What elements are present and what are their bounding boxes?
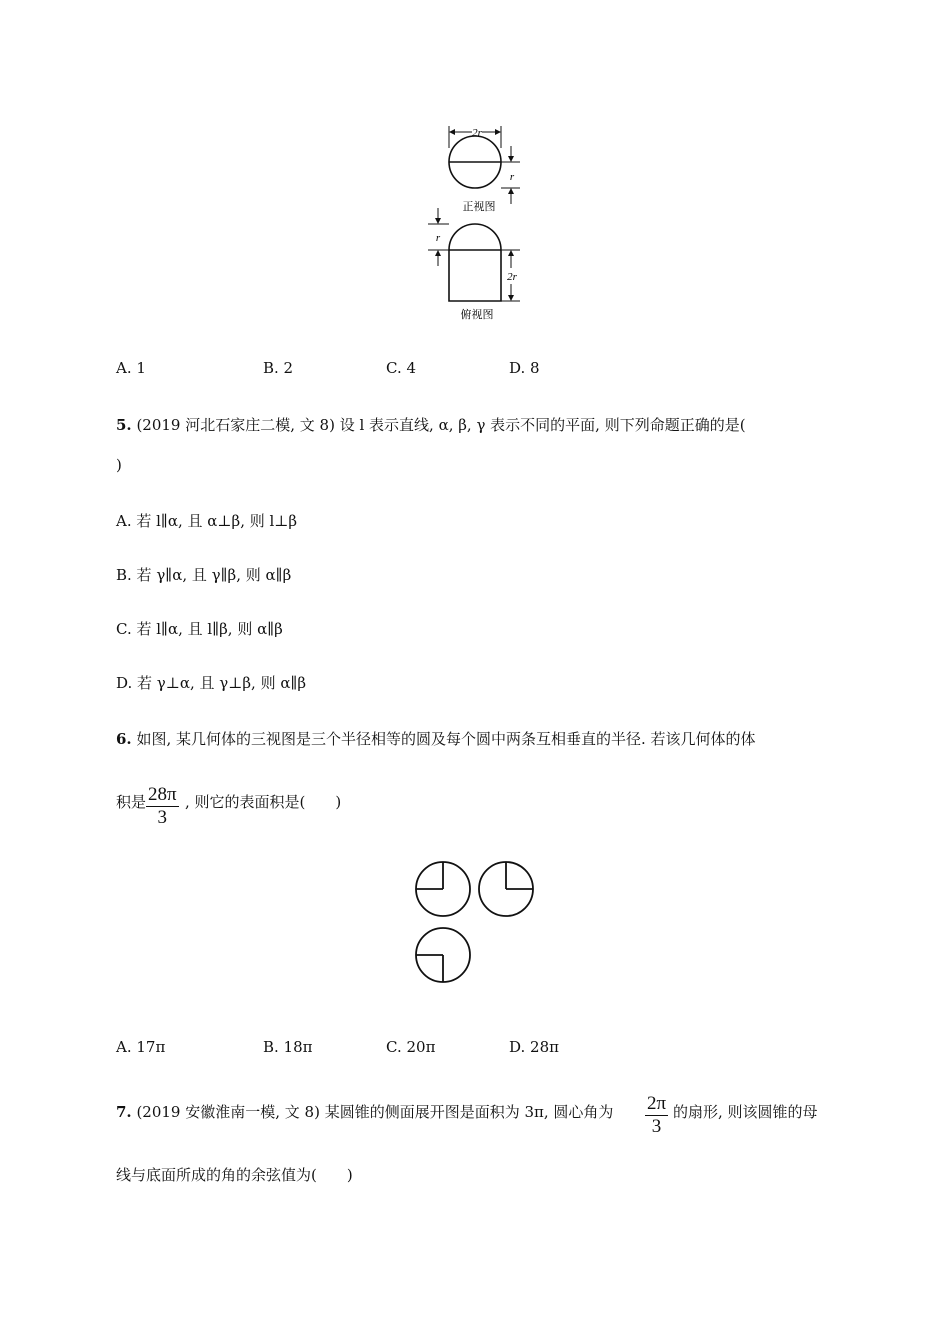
top-view xyxy=(428,208,520,301)
circle-view-1 xyxy=(416,862,470,916)
circle-view-3 xyxy=(416,928,470,982)
q6-option-b: B. 18π xyxy=(263,1038,313,1056)
q6-option-c: C. 20π xyxy=(386,1038,436,1056)
q5-option-c: C. 若 l∥α, 且 l∥β, 则 α∥β xyxy=(116,620,283,638)
q5-option-d: D. 若 γ⊥α, 且 γ⊥β, 则 α∥β xyxy=(116,674,307,692)
q7-stem-post: 的扇形, 则该圆锥的母 xyxy=(673,1103,818,1121)
q5-stem-text: (2019 河北石家庄二模, 文 8) 设 l 表示直线, α, β, γ 表示不同的平面, 则下列命题正确的是( xyxy=(131,416,746,434)
q7-stem-line2: 线与底面所成的角的余弦值为( ) xyxy=(116,1166,353,1184)
q7-stem-text-pre: (2019 安徽淮南一模, 文 8) 某圆锥的侧面展开图是面积为 3π, 圆心角为 xyxy=(131,1103,614,1121)
front-view-caption: 正视图 xyxy=(462,201,496,213)
q6-three-view-figure xyxy=(410,858,540,988)
q6-fraction xyxy=(146,784,179,829)
q7-fraction xyxy=(645,1093,668,1138)
q5-stem-line1 xyxy=(116,414,746,435)
q6-stem-post: , 则它的表面积是( ) xyxy=(185,793,342,811)
q6-stem-pre: 积是 xyxy=(116,793,147,811)
q4-three-view-figure xyxy=(420,118,530,328)
q4-option-d: D. 8 xyxy=(509,359,540,377)
q6-number: 6. xyxy=(116,730,132,748)
circle-view-2 xyxy=(479,862,533,916)
q5-number: 5. xyxy=(116,416,132,434)
q7-fraction-numerator: 2π xyxy=(647,1093,667,1114)
front-dim-r: r xyxy=(509,171,515,183)
q7-fraction-denominator: 3 xyxy=(651,1116,662,1137)
q6-option-d: D. 28π xyxy=(509,1038,559,1056)
top-view-caption: 俯视图 xyxy=(460,309,494,321)
q6-fraction-numerator: 28π xyxy=(148,784,177,805)
q7-number: 7. xyxy=(116,1103,132,1121)
q6-option-a: A. 17π xyxy=(116,1038,166,1056)
front-dim-2r: 2r xyxy=(472,127,482,139)
q4-option-c: C. 4 xyxy=(386,359,417,377)
q5-stem-line2: ) xyxy=(116,456,122,474)
q6-stem-text: 如图, 某几何体的三视图是三个半径相等的圆及每个圆中两条互相垂直的半径. 若该几何体的体 xyxy=(131,730,756,748)
q6-stem-line1 xyxy=(116,728,756,749)
q7-stem-pre xyxy=(116,1101,613,1122)
q5-option-b: B. 若 γ∥α, 且 γ∥β, 则 α∥β xyxy=(116,566,292,584)
q4-option-a: A. 1 xyxy=(116,359,146,377)
top-dim-r: r xyxy=(435,232,441,244)
q6-fraction-denominator: 3 xyxy=(157,807,168,828)
front-view xyxy=(449,126,520,204)
q5-option-a: A. 若 l∥α, 且 α⊥β, 则 l⊥β xyxy=(116,512,298,530)
q4-option-b: B. 2 xyxy=(263,359,294,377)
top-dim-2r: 2r xyxy=(507,271,517,283)
